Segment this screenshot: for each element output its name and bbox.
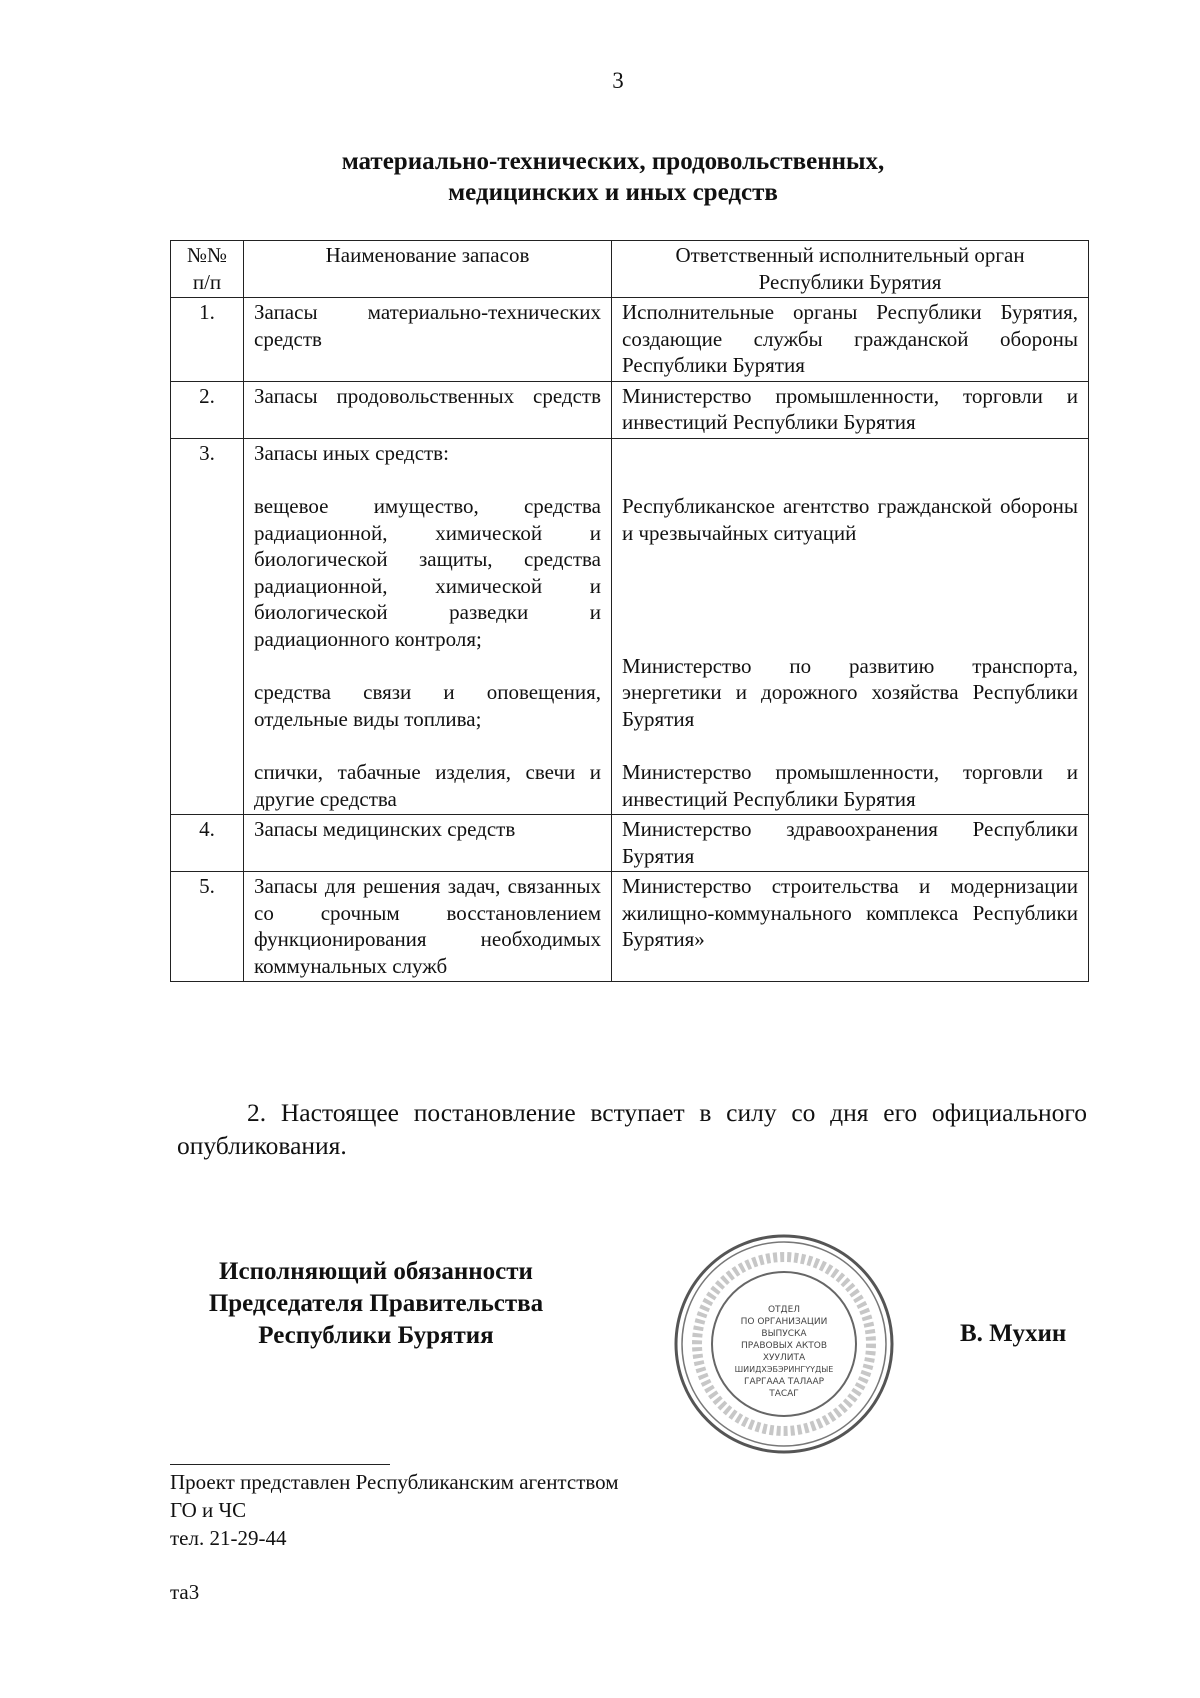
header-name: Наименование запасов (244, 241, 612, 298)
row-name: Запасы материально-технических средств (244, 298, 612, 382)
seal-text-3: ВЫПУСКА (761, 1329, 807, 1339)
footnote-line-2: ГО и ЧС (170, 1498, 247, 1522)
row-number: 2. (171, 381, 244, 438)
row-name: Запасы медицинских средств (244, 815, 612, 872)
table-row (171, 872, 1089, 982)
row-organ-heading (622, 440, 1078, 467)
signatory-title-line-1: Исполняющий обязанности (219, 1258, 533, 1285)
row-organ (612, 438, 1089, 815)
header-organ: Ответственный исполнительный орган Республики Бурятия (612, 241, 1089, 298)
reserves-table (170, 240, 1089, 982)
subitem-organ: Министерство промышленности, торговли и инвестиций Республики Бурятия (622, 760, 1078, 811)
row-organ: Министерство здравоохранения Республики Бурятия (612, 815, 1089, 872)
table-row (171, 381, 1089, 438)
table-header-row (171, 241, 1089, 298)
row-number: 5. (171, 872, 244, 982)
row-organ: Министерство промышленности, торговли и инвестиций Республики Бурятия (612, 381, 1089, 438)
subitem-name: средства связи и оповещения, отдельные виды топлива; (254, 680, 601, 731)
row-name-heading: Запасы иных средств: (254, 440, 449, 465)
row-number: 3. (171, 438, 244, 815)
seal-text-7: ГАРГААА ТАЛААР (743, 1377, 825, 1387)
subitem-organ: Министерство по развитию транспорта, энергетики и дорожного хозяйства Республики Бурятия (622, 653, 1078, 731)
header-number-line-2: п/п (192, 269, 222, 294)
header-number-line-1: №№ (186, 243, 228, 267)
footnote-divider (170, 1464, 390, 1465)
subitem-name: вещевое имущество, средства радиационной, химической и биологической защиты, средства радиационной, химической и биологической разведки и радиационного контроля; (254, 494, 601, 651)
seal-text-2: ПО ОРГАНИЗАЦИИ (740, 1317, 828, 1327)
seal-text-5: ХУУЛИТА (762, 1353, 806, 1363)
signatory-title-line-3: Республики Бурятия (258, 1322, 494, 1349)
page-number: 3 (612, 68, 624, 93)
seal-text-1: ОТДЕЛ (767, 1305, 801, 1315)
row-number: 4. (171, 815, 244, 872)
row-organ: Министерство строительства и модернизации жилищно-коммунального комплекса Республики Бурятия» (612, 872, 1089, 982)
official-seal (672, 1232, 896, 1456)
signatory-title (170, 1256, 582, 1352)
effective-date-paragraph: 2. Настоящее постановление вступает в силу со дня его официального опубликования. (177, 1098, 1087, 1160)
seal-text-8: ТАСАГ (769, 1389, 799, 1399)
row-name: Запасы продовольственных средств (244, 381, 612, 438)
title-line-1: материально-технических, продовольственных, (341, 148, 885, 175)
seal-text-6: ШИИДХЭБЭРИНГҮҮДЫЕ (734, 1365, 834, 1374)
title-line-2: медицинских и иных средств (448, 179, 778, 206)
footnote-line-3: тел. 21-29-44 (170, 1526, 287, 1550)
row-name (244, 438, 612, 815)
seal-text-4: ПРАВОВЫХ АКТОВ (740, 1341, 828, 1351)
row-number: 1. (171, 298, 244, 382)
table-row (171, 298, 1089, 382)
table-title (0, 146, 1200, 208)
row-name: Запасы для решения задач, связанных со срочным восстановлением функционирования необходимых коммунальных служб (244, 872, 612, 982)
table-row (171, 815, 1089, 872)
subitem-name: спички, табачные изделия, свечи и другие средства (254, 760, 601, 811)
footnote (170, 1468, 619, 1552)
table-row (171, 438, 1089, 815)
signatory-title-line-2: Председателя Правительства (208, 1290, 544, 1317)
header-number (171, 241, 244, 298)
document-code: та3 (170, 1580, 200, 1604)
subitem-organ: Республиканское агентство гражданской обороны и чрезвычайных ситуаций (622, 494, 1078, 545)
row-organ: Исполнительные органы Республики Бурятия, создающие службы гражданской обороны Республики Бурятия (612, 298, 1089, 382)
signatory-name: В. Мухин (960, 1320, 1067, 1347)
footnote-line-1: Проект представлен Республиканским агентством (170, 1470, 619, 1494)
